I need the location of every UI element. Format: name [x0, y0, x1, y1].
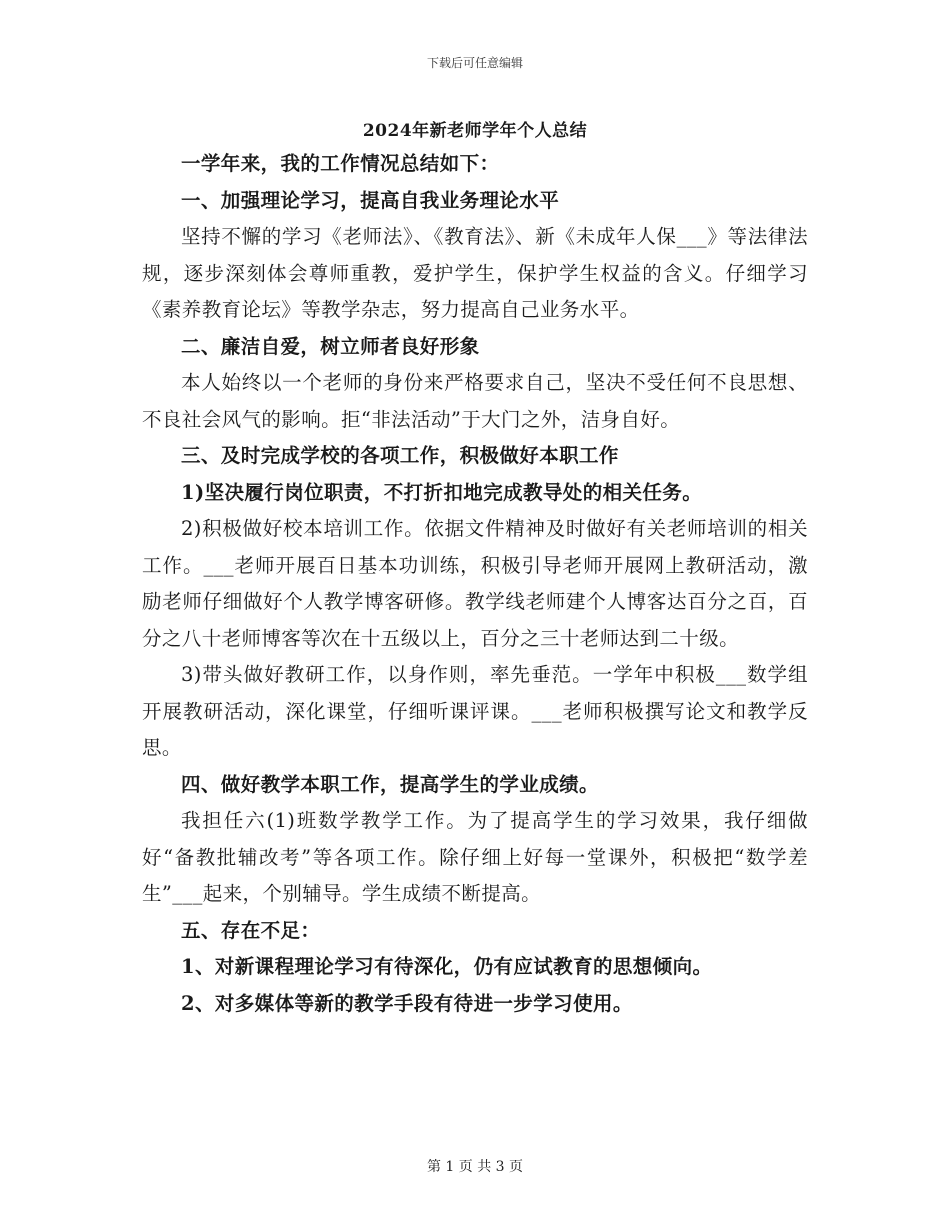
paragraph-intro: 一学年来，我的工作情况总结如下：: [181, 152, 500, 175]
paragraph: 2)积极做好校本培训工作。依据文件精神及时做好有关老师培训的相关工作。___老师开展百日基本功训练，积极引导老师开展网上教研活动，激励老师仔细做好个人教学博客研修。教学线老师建个人博客达百分之百，百分之八十老师博客等次在十五级以上，百分之三十老师达到二十级。: [142, 517, 808, 650]
section-heading-2: 二、廉洁自爱，树立师者良好形象: [181, 334, 480, 358]
section-heading-1: 一、加强理论学习，提高自我业务理论水平: [181, 188, 560, 212]
section-heading-5: 五、存在不足：: [181, 918, 321, 942]
header-note: 下载后可任意编辑: [426, 56, 523, 70]
document-title: 2024年新老师学年个人总结: [362, 121, 588, 141]
section-heading-3: 三、及时完成学校的各项工作，积极做好本职工作: [181, 444, 619, 467]
paragraph: 本人始终以一个老师的身份来严格要求自己，坚决不受任何不良思想、不良社会风气的影响。拒“非法活动”于大门之外，洁身自好。: [142, 371, 808, 431]
paragraph: 坚持不懈的学习《老师法》、《教育法》、新《未成年人保___》等法律法规，逐步深刻体会尊师重教，爱护学生，保护学生权益的含义。仔细学习《素养教育论坛》等教学杂志，努力提高自己业务水平。: [142, 225, 808, 321]
shortcoming-item-1: 1、对新课程理论学习有待深化，仍有应试教育的思想倾向。: [181, 955, 713, 978]
page-number: 第 1 页 共 3 页: [426, 1159, 524, 1175]
paragraph: 我担任六(1)班数学教学工作。为了提高学生的学习效果，我仔细做好“备教批辅改考”等各项工作。除仔细上好每一堂课外，积极把“数学差生”___起来，个别辅导。学生成绩不断提高。: [142, 809, 808, 905]
section-heading-4: 四、做好教学本职工作，提高学生的学业成绩。: [181, 772, 599, 796]
sub-heading-1: 1)坚决履行岗位职责，不打折扣地完成教导处的相关任务。: [181, 480, 703, 504]
paragraph: 3)带头做好教研工作，以身作则，率先垂范。一学年中积极___数学组开展教研活动，深化课堂，仔细听课评课。___老师积极撰写论文和教学反思。: [142, 663, 808, 759]
document-body: [142, 146, 808, 1022]
shortcoming-item-2: 2、对多媒体等新的教学手段有待进一步学习使用。: [181, 991, 633, 1015]
